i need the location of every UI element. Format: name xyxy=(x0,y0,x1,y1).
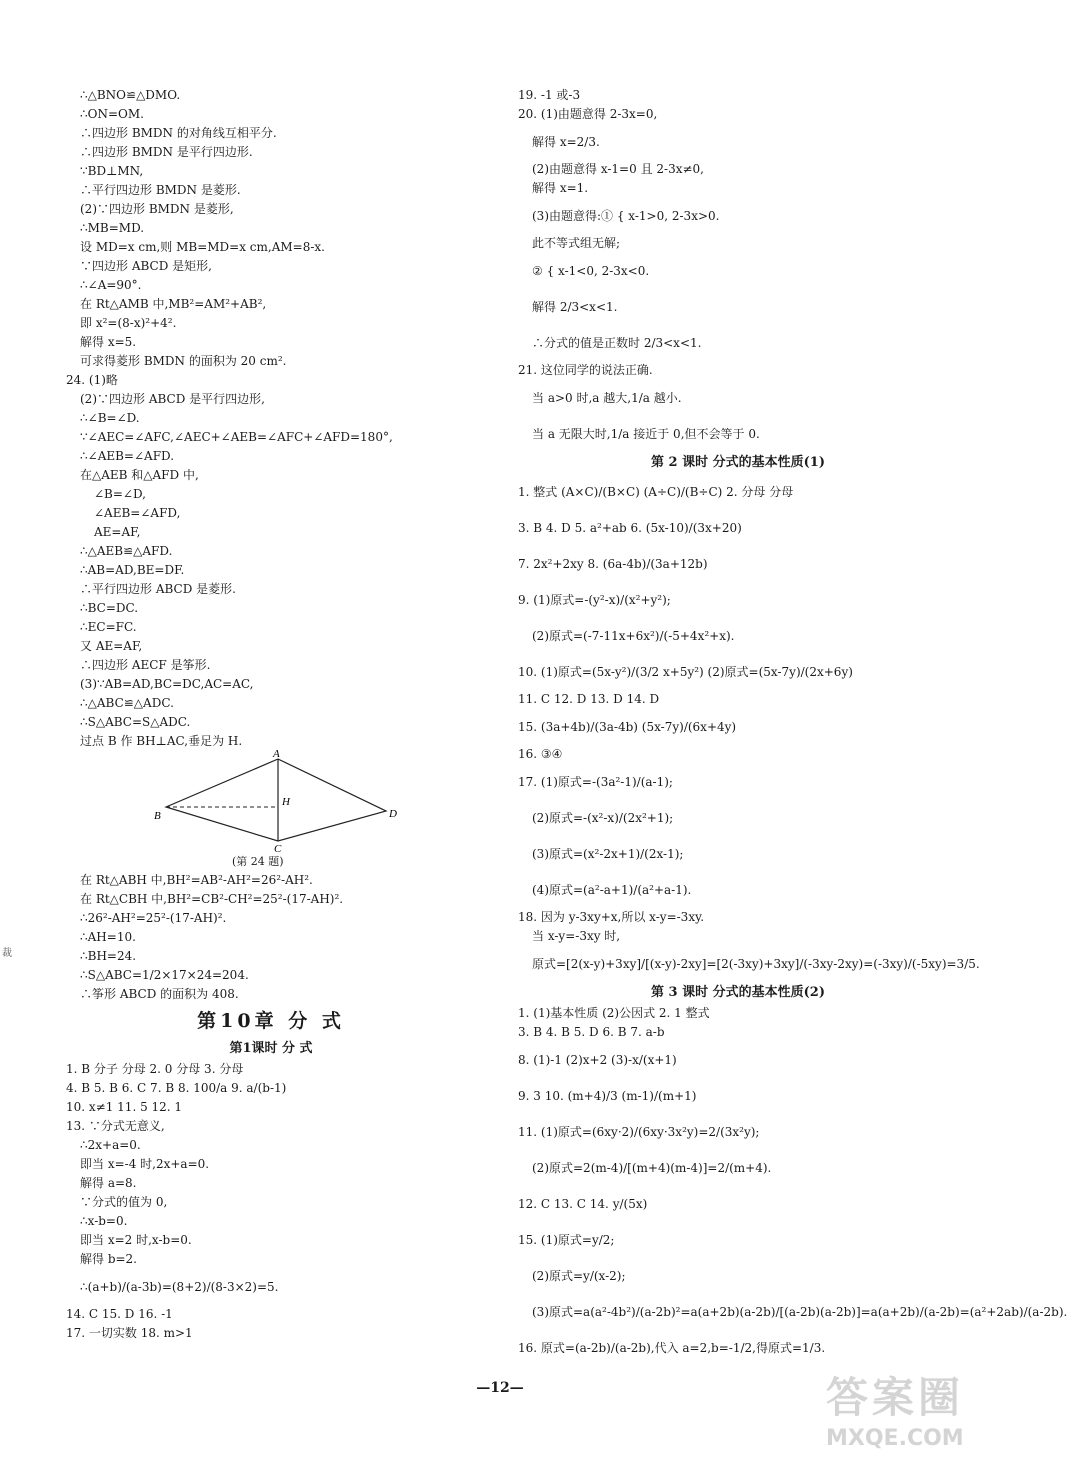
solution-line: ∴△BNO≌△DMO. xyxy=(80,88,181,102)
answer-line: 11. (1)原式=(6xy·2)/(6xy·3x²y)=2/(3x²y); xyxy=(518,1125,760,1139)
solution-line: 在 Rt△AMB 中,MB²=AM²+AB², xyxy=(80,297,267,311)
answer-line: 16. ③④ xyxy=(518,747,563,761)
solution-line: 解得 2/3<x<1. xyxy=(532,300,618,314)
solution-line: 即 x²=(8-x)²+4². xyxy=(80,316,177,330)
solution-line: ∴△ABC≌△ADC. xyxy=(80,696,174,710)
solution-line: 设 MD=x cm,则 MB=MD=x cm,AM=8-x. xyxy=(80,240,325,254)
right-column xyxy=(518,86,1067,1366)
solution-line: ∴EC=FC. xyxy=(80,620,137,634)
solution-line: (2)∵四边形 ABCD 是平行四边形, xyxy=(80,392,265,406)
answer-line: 18. 因为 y-3xy+x,所以 x-y=-3xy. xyxy=(518,910,705,924)
left-column xyxy=(66,86,476,1343)
solution-line: (3)由题意得:① { x-1>0, 2-3x>0. xyxy=(532,209,720,223)
solution-line: ∴2x+a=0. xyxy=(80,1138,141,1152)
solution-line: 当 a 无限大时,1/a 接近于 0,但不会等于 0. xyxy=(532,427,760,441)
vertex-label-a: A xyxy=(273,748,280,760)
lesson-title: 第 3 课时 分式的基本性质(2) xyxy=(651,985,825,1000)
solution-line: 可求得菱形 BMDN 的面积为 20 cm². xyxy=(80,354,287,368)
system-line: ∠B=∠D, xyxy=(94,487,146,501)
figure-caption: (第 24 题) xyxy=(232,855,284,868)
solution-line: (2)由题意得 x-1=0 且 2-3x≠0, xyxy=(532,162,704,176)
solution-line: ∴x-b=0. xyxy=(80,1214,128,1228)
chapter-title: 第10章 分 式 xyxy=(197,1010,345,1032)
watermark-text: 答案圈 xyxy=(826,1373,965,1422)
solution-line: 当 a>0 时,a 越大,1/a 越小. xyxy=(532,391,682,405)
solution-line: ∴分式的值是正数时 2/3<x<1. xyxy=(532,336,702,350)
answer-line: 11. C 12. D 13. D 14. D xyxy=(518,692,660,706)
side-mark: 裁 xyxy=(2,948,12,959)
lesson-title: 第 2 课时 分式的基本性质(1) xyxy=(651,455,825,470)
solution-line: 过点 B 作 BH⊥AC,垂足为 H. xyxy=(80,734,243,748)
solution-line: (4)原式=(a²-a+1)/(a²+a-1). xyxy=(532,883,692,897)
solution-line: 即当 x=2 时,x-b=0. xyxy=(80,1233,192,1247)
solution-line: ∴AB=AD,BE=DF. xyxy=(80,563,185,577)
solution-line: (2)原式=(-7-11x+6x²)/(-5+4x²+x). xyxy=(532,629,735,643)
solution-line: ∴(a+b)/(a-3b)=(8+2)/(8-3×2)=5. xyxy=(80,1280,279,1294)
solution-line: ∵∠AEC=∠AFC,∠AEC+∠AEB=∠AFC+∠AFD=180°, xyxy=(80,430,393,444)
solution-line: ∴四边形 AECF 是筝形. xyxy=(80,658,211,672)
solution-line: ∴△AEB≌△AFD. xyxy=(80,544,173,558)
solution-line: ② { x-1<0, 2-3x<0. xyxy=(532,264,650,278)
solution-line: ∴筝形 ABCD 的面积为 408. xyxy=(80,987,239,1001)
solution-line: ∴S△ABC=S△ADC. xyxy=(80,715,191,729)
answer-line: 10. (1)原式=(5x-y²)/(3/2 x+5y²) (2)原式=(5x-7y)/(2x+6y) xyxy=(518,665,853,679)
solution-line: ∴四边形 BMDN 是平行四边形. xyxy=(80,145,253,159)
solution-line: ∴四边形 BMDN 的对角线互相平分. xyxy=(80,126,277,140)
solution-line: ∵分式的值为 0, xyxy=(80,1195,168,1209)
answer-line: 10. x≠1 11. 5 12. 1 xyxy=(66,1100,183,1114)
watermark-url: MXQE.COM xyxy=(826,1426,964,1451)
solution-line: 即当 x=-4 时,2x+a=0. xyxy=(80,1157,210,1171)
solution-line: 在△AEB 和△AFD 中, xyxy=(80,468,199,482)
solution-line: 解得 a=8. xyxy=(80,1176,137,1190)
solution-line: ∴BH=24. xyxy=(80,949,137,963)
answer-line: 9. 3 10. (m+4)/3 (m-1)/(m+1) xyxy=(518,1089,697,1103)
solution-line: ∴平行四边形 ABCD 是菱形. xyxy=(80,582,236,596)
vertex-label-h: H xyxy=(282,796,290,808)
answer-line: 1. (1)基本性质 (2)公因式 2. 1 整式 xyxy=(518,1006,710,1020)
answer-line: 9. (1)原式=-(y²-x)/(x²+y²); xyxy=(518,593,671,607)
page-number: —12— xyxy=(476,1380,524,1396)
answer-line: 12. C 13. C 14. y/(5x) xyxy=(518,1197,648,1211)
answer-line: 13. ∵分式无意义, xyxy=(66,1119,165,1133)
answer-line: 17. 一切实数 18. m>1 xyxy=(66,1326,193,1340)
vertex-label-b: B xyxy=(154,810,161,822)
solution-line: ∴平行四边形 BMDN 是菱形. xyxy=(80,183,241,197)
solution-line: ∴S△ABC=1/2×17×24=204. xyxy=(80,968,249,982)
answer-line: 1. B 分子 分母 2. 0 分母 3. 分母 xyxy=(66,1062,244,1076)
solution-line: 又 AE=AF, xyxy=(80,639,143,653)
solution-line: ∴MB=MD. xyxy=(80,221,145,235)
solution-line: 解得 x=2/3. xyxy=(532,135,600,149)
solution-line: (2)∵四边形 BMDN 是菱形, xyxy=(80,202,234,216)
solution-line: ∵四边形 ABCD 是矩形, xyxy=(80,259,212,273)
answer-line: 1. 整式 (A×C)/(B×C) (A÷C)/(B÷C) 2. 分母 分母 xyxy=(518,485,794,499)
solution-line: 此不等式组无解; xyxy=(532,236,621,250)
solution-line: 在 Rt△ABH 中,BH²=AB²-AH²=26²-AH². xyxy=(80,873,313,887)
lesson-title: 第1课时 分 式 xyxy=(229,1041,313,1056)
kite-outline xyxy=(166,759,386,841)
answer-line: 3. B 4. B 5. D 6. B 7. a-b xyxy=(518,1025,665,1039)
watermark-logo xyxy=(826,1370,994,1466)
solution-line: ∵BD⊥MN, xyxy=(80,164,144,178)
solution-line: (3)∵AB=AD,BC=DC,AC=AC, xyxy=(80,677,254,691)
solution-line: ∴∠AEB=∠AFD. xyxy=(80,449,175,463)
answer-line: 20. (1)由题意得 2-3x=0, xyxy=(518,107,658,121)
solution-line: 解得 x=1. xyxy=(532,181,589,195)
vertex-label-c: C xyxy=(274,843,282,855)
answer-line: 14. C 15. D 16. -1 xyxy=(66,1307,173,1321)
answer-line: 16. 原式=(a-2b)/(a-2b),代入 a=2,b=-1/2,得原式=1/3. xyxy=(518,1341,826,1355)
answer-line: 7. 2x²+2xy 8. (6a-4b)/(3a+12b) xyxy=(518,557,708,571)
question-number-line: 24. (1)略 xyxy=(66,373,118,387)
answer-line: 4. B 5. B 6. C 7. B 8. 100/a 9. a/(b-1) xyxy=(66,1081,287,1095)
solution-line: (2)原式=y/(x-2); xyxy=(532,1269,626,1283)
solution-line: 在 Rt△CBH 中,BH²=CB²-CH²=25²-(17-AH)². xyxy=(80,892,344,906)
solution-line: (3)原式=(x²-2x+1)/(2x-1); xyxy=(532,847,684,861)
system-line: AE=AF, xyxy=(94,525,141,539)
solution-line: 原式=[2(x-y)+3xy]/[(x-y)-2xy]=[2(-3xy)+3xy]/(-3xy-2xy)=(-3xy)/(-5xy)=3/5. xyxy=(532,957,980,971)
answer-line: 8. (1)-1 (2)x+2 (3)-x/(x+1) xyxy=(518,1053,677,1067)
answer-line: 3. B 4. D 5. a²+ab 6. (5x-10)/(3x+20) xyxy=(518,521,742,535)
solution-line: ∴∠B=∠D. xyxy=(80,411,140,425)
solution-line: ∴∠A=90°. xyxy=(80,278,142,292)
system-line: ∠AEB=∠AFD, xyxy=(94,506,181,520)
solution-line: 当 x-y=-3xy 时, xyxy=(532,929,621,943)
solution-line: ∴26²-AH²=25²-(17-AH)². xyxy=(80,911,227,925)
solution-line: (2)原式=-(x²-x)/(2x²+1); xyxy=(532,811,674,825)
answer-line: 21. 这位同学的说法正确. xyxy=(518,363,653,377)
solution-line: 解得 x=5. xyxy=(80,335,137,349)
solution-line: (2)原式=2(m-4)/[(m+4)(m-4)]=2/(m+4). xyxy=(532,1161,772,1175)
solution-line: (3)原式=a(a²-4b²)/(a-2b)²=a(a+2b)(a-2b)/[(a-2b)(a-2b)]=a(a+2b)/(a-2b)=(a²+2ab)/(a-2b). xyxy=(532,1305,1067,1319)
solution-line: ∴ON=OM. xyxy=(80,107,144,121)
kite-figure xyxy=(152,748,402,855)
answer-line: 15. (3a+4b)/(3a-4b) (5x-7y)/(6x+4y) xyxy=(518,720,737,734)
answer-line: 17. (1)原式=-(3a²-1)/(a-1); xyxy=(518,775,673,789)
vertex-label-d: D xyxy=(389,808,397,820)
solution-line: 解得 b=2. xyxy=(80,1252,138,1266)
answer-line: 15. (1)原式=y/2; xyxy=(518,1233,615,1247)
solution-line: ∴BC=DC. xyxy=(80,601,139,615)
solution-line: ∴AH=10. xyxy=(80,930,136,944)
answer-line: 19. -1 或-3 xyxy=(518,88,581,102)
